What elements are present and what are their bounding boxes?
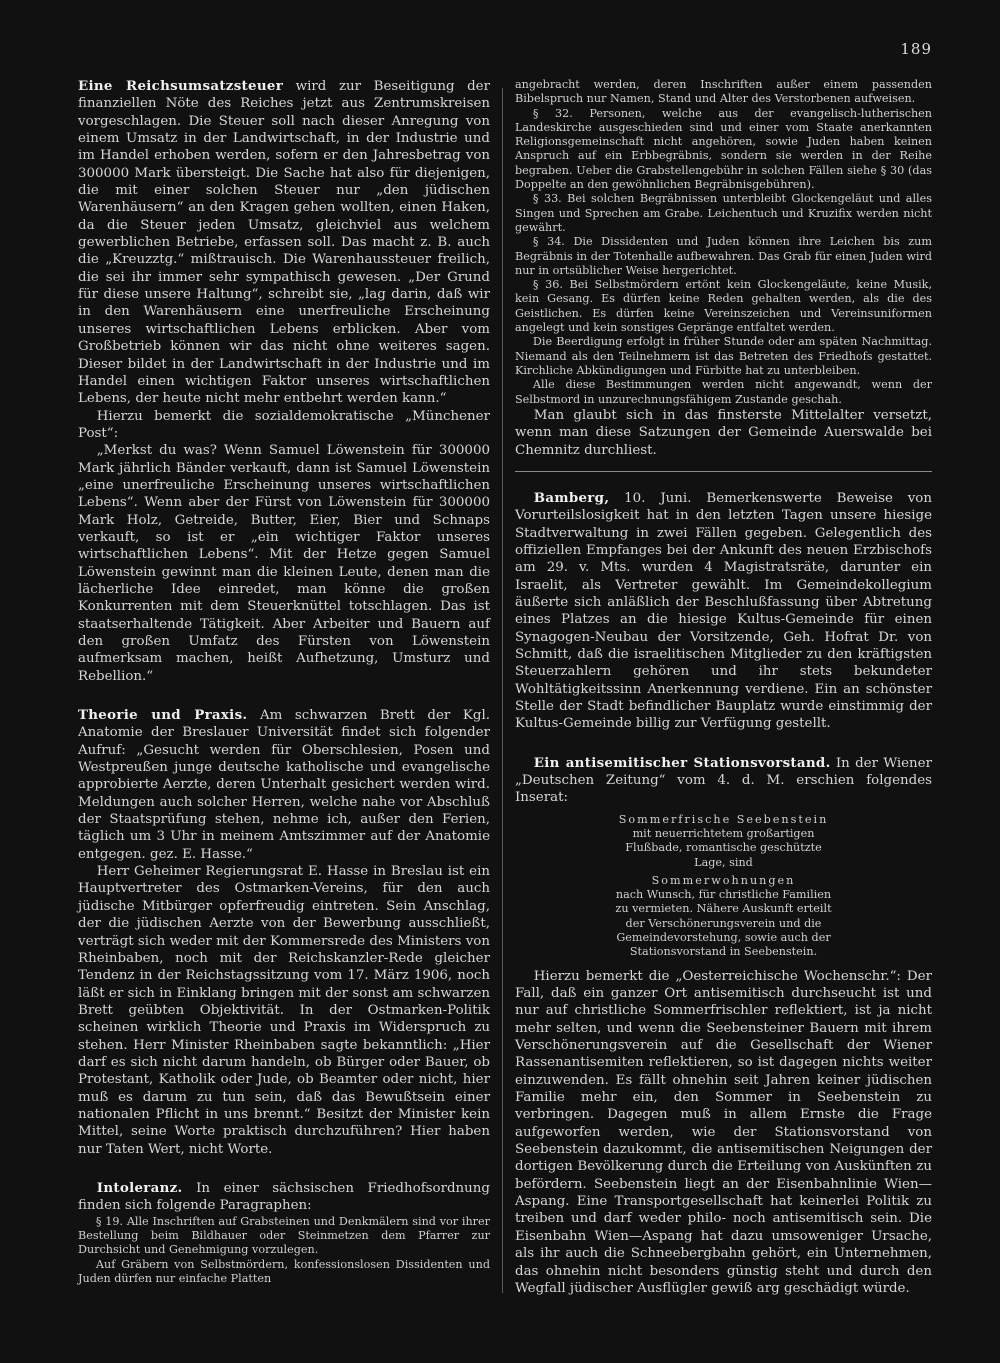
paragraph: Die Beerdigung erfolgt in früher Stunde oder am späten Nachmittag. Niemand als den Teilnehmern ist das Betreten des Friedhofs gestattet. Kirchliche Abkündigungen und Fürbitte hat zu unterbleiben. xyxy=(515,335,932,377)
ad-line: Sommerfrische Seebenstein xyxy=(618,812,829,826)
paragraph: angebracht werden, deren Inschriften außer einem passenden Bibelspruch nur Namen, Stand und Alter des Verstorbenen aufweisen. xyxy=(515,78,932,106)
left-column xyxy=(78,78,490,1286)
small-print-block xyxy=(78,1215,490,1286)
column-divider xyxy=(502,88,503,1293)
article-stationsvorstand: Ein antisemitischer Stationsvorstand. In der Wiener „Deutschen Zeitung“ vom 4. d. M. erschien folgendes Inserat: xyxy=(515,754,933,806)
paragraph: Alle diese Bestimmungen werden nicht angewandt, wenn der Selbstmord in unzurechnungsfähigem Zustande geschah. xyxy=(515,378,932,406)
paragraph: Herr Geheimer Regierungsrat E. Hasse in Breslau ist ein Hauptvertreter des Ostmarken-Vereins, für den auch jüdische Mitbürger opferfreudig eintreten. Sein Anschlag, der die jüdischen Aerzte von der Bewerbung ausschließt, verträgt sich weder mit der Kommersrede des Ministers von Rheinbaben, noch mit der Reichskanzler-Rede gleicher Tendenz in der Reichstagssitzung vom 17. März 1906, noch läßt er sich in Einklang bringen mit der sonst am schwarzen Brett geübten Objektivität. In der Ostmarken-Politik scheinen wirklich Theorie und Praxis im Widerspruch zu stehen. Herr Minister Rheinbaben sagte bekanntlich: „Hier darf es sich nicht darum handeln, ob Bürger oder Bauer, ob Protestant, Katholik oder Jude, ob Beamter oder nicht, hier muß es darum zu tun sein, daß das Bewußtsein einer nationalen Pflicht in uns brennt.“ Besitzt der Minister kein Mittel, seine Worte praktisch durchzuführen? Hier haben nur Taten Wert, nicht Worte. xyxy=(78,864,490,1157)
article-theorie-und-praxis: Theorie und Praxis. Am schwarzen Brett der Kgl. Anatomie der Breslauer Universität findet sich folgender Aufruf: „Gesucht werden für Oberschlesien, Posen und Westpreußen junge deutsche katholische und evangelische approbierte Aerzte, deren Unterhalt gesichert werden wird. Meldungen auch solcher Herren, welche nahe vor Abschluß der Staatsprüfung stehen, nehme ich, außer den Ferien, täglich um 3 Uhr in meinem Amtszimmer auf der Anatomie entgegen. gez. E. Hasse.“ xyxy=(78,707,490,862)
paragraph: Man glaubt sich in das finsterste Mittelalter versetzt, wenn man diese Satzungen der Gemeinde Auerswalde bei Chemnitz durchliest. xyxy=(515,407,932,458)
paragraph: Hierzu bemerkt die „Oesterreichische Wochenschr.“: Der Fall, daß ein ganzer Ort antisemitisch durchseucht ist und nur auf christliche Sommerfrischler reflektiert, ist ja nicht mehr selten, und wenn die Seebensteiner Bauern mit ihrem Verschönerungsverein auf die Gesellschaft der Wiener Rassenantisemiten reflektieren, so ist dagegen nichts weiter einzuwenden. Es fällt ohnehin seit Jahren keiner jüdischen Familie mehr ein, den Sommer in Seebenstein zu verbringen. Dagegen muß in allem Ernste die Frage aufgeworfen werden, wie der Stationsvorstand von Seebenstein dazukommt, die antisemitischen Neigungen der dortigen Bevölkerung durch die Erteilung von Auskünften zu befördern. Seebenstein liegt an der Eisenbahnlinie Wien—Aspang. Eine Transportgesellschaft hat keinerlei Politik zu treiben und darf weder philo- noch antisemitisch sein. Die Eisenbahn Wien—Aspang hat dazu umsoweniger Ursache, als ihr auch die Schneebergbahn gehört, ein Unternehmen, das ohnehin nicht besonders günstig steht und durch den Wegfall jüdischer Ausflügler gewiß arg geschädigt würde. xyxy=(515,968,932,1296)
paragraph-section-19: § 19. Alle Inschriften auf Grabsteinen und Denkmälern sind vor ihrer Bestellung beim Bildhauer oder Steinmetzen dem Pfarrer zur Durchsicht und Genehmigung vorzulegen. xyxy=(78,1214,490,1257)
paragraph-section-36: § 36. Bei Selbstmördern ertönt kein Glockengeläute, keine Musik, kein Gesang. Es dürfen keine Reden gehalten werden, als die des Geistlichen. Es dürfen keine Vereinszeichen und Vereinsuniformen angelegt und kein sonstiges Gepränge entfaltet werden. xyxy=(515,278,932,335)
section-rule xyxy=(515,471,932,472)
headline-theorie-und-praxis: Theorie und Praxis. xyxy=(78,707,248,724)
spacer xyxy=(78,1158,490,1180)
article-bamberg: Bamberg, 10. Juni. Bemerkenswerte Beweise von Vorurteilslosigkeit hat in den letzten Tagen unsere hiesige Stadtverwaltung in zwei Fällen gegeben. Gelegentlich des offiziellen Empfanges bei der Ankunft des neuen Erzbischofs am 29. v. Mts. wurden 4 Magistratsräte, darunter ein Israelit, als Vertreter gewählt. Im Gemeindekollegium äußerte sich anläßlich der Beschlußfassung über Abtretung eines Platzes an die hiesige Kultus-Gemeinde für einen Synagogen-Neubau der Vorsitzende, Geh. Hofrat Dr. von Schmitt, daß die israelitischen Mitglieder zu den kräftigsten Steuerzahlern gehören und ihr stets bekundeter Wohltätigkeitssinn Anerkennung verdiene. Ein an schönster Stelle der Stadt befindlicher Bauplatz wurde einstimmig der Kultus-Gemeinde billig zur Verfügung gestellt. xyxy=(515,489,932,732)
ad-line: nach Wunsch, für christliche Familien zu vermieten. Nähere Auskunft erteilt der Verschönerungsverein und die Gemeindevorstehung, sowie auch der Stationsvorstand in Seebenstein. xyxy=(615,888,832,959)
headline-stationsvorstand: Ein antisemitischer Stationsvorstand. xyxy=(533,754,831,771)
ad-line: Sommerwohnungen xyxy=(651,873,796,887)
paragraph-section-34: § 34. Die Dissidenten und Juden können ihre Leichen bis zum Begräbnis in der Totenhalle aufbewahren. Das Grab für einen Juden wird nur in ortsüblicher Weise hergerichtet. xyxy=(515,235,932,277)
paragraph-section-33: § 33. Bei solchen Begräbnissen unterbleibt Glockengeläut und alles Singen und Sprechen am Grabe. Leichentuch und Kruzifix werden nicht gewährt. xyxy=(515,192,932,234)
small-print-block xyxy=(515,78,932,407)
paragraph: Hierzu bemerkt die sozialdemokratische „Münchener Post“: xyxy=(78,408,490,441)
spacer xyxy=(515,733,932,755)
article-intoleranz: Intoleranz. In einer sächsischen Friedhofsordnung finden sich folgende Paragraphen: xyxy=(78,1179,491,1214)
headline-bamberg: Bamberg, xyxy=(533,489,610,506)
page-number: 189 xyxy=(900,40,932,58)
article-reichsumsatzsteuer: Eine Reichsumsatzsteuer wird zur Beseitigung der finanziellen Nöte des Reiches jetzt aus Zentrumskreisen vorgeschlagen. Die Steuer soll nach dieser Anregung von einem Umsatz in der Landwirtschaft, in der Industrie und im Handel erhoben werden, sofern er den Jahresbetrag von 300000 Mark übersteigt. Die Sache hat also für diejenigen, die mit einer solchen Steuer nur „den jüdischen Warenhäusern“ an den Kragen gehen wollten, einen Haken, da die Steuer jeden Umsatz, gleichviel aus welchem gewerblichen Betriebe, erfassen soll. Das macht z. B. auch die „Kreuzztg.“ mißtrauisch. Die Warenhaussteuer freilich, die sei ihr immer sehr sympathisch gewesen. „Der Grund für diese unsere Haltung“, schreibt sie, „lag darin, daß wir in den Warenhäusern eine unerfreuliche Erscheinung unseres wirtschaftlichen Lebens erblicken. Aber vom Großbetrieb können wir das nicht ohne weiteres sagen. Dieser bildet in der Landwirtschaft in der Industrie und im Handel einen wichtigen Faktor unseres wirtschaftlichen Lebens, der heute nicht mehr entbehrt werden kann.“ xyxy=(78,78,490,407)
spacer xyxy=(78,685,490,707)
advertisement-box xyxy=(515,813,932,960)
quote-paragraph: „Merkst du was? Wenn Samuel Löwenstein für 300000 Mark jährlich Bänder verkauft, dann ist Samuel Löwenstein „eine unerfreuliche Erscheinung unseres wirtschaftlichen Lebens“. Wenn aber der Fürst von Löwenstein für 300000 Mark Holz, Getreide, Butter, Eier, Bier und Schnaps verkauft, so ist er „ein wichtiger Faktor unseres wirtschaftlichen Lebens“. Mit der Hetze gegen Samuel Löwenstein gewinnt man die kleinen Leute, denen man die lächerliche Idee einredet, man könne die großen Konkurrenten mit dem Steuerknüttel totschlagen. Das ist staatserhaltende Tätigkeit. Aber Arbeiter und Bauern auf den großen Umfatz des Fürsten von Löwenstein aufmerksam machen, heißt Aufhetzung, Umsturz und Rebellion.“ xyxy=(78,443,490,684)
paragraph: Auf Gräbern von Selbstmördern, konfessionslosen Dissidenten und Juden dürfen nur einfache Platten xyxy=(78,1257,490,1285)
headline-reichsumsatzsteuer: Eine Reichsumsatzsteuer xyxy=(78,78,284,94)
paragraph-section-32: § 32. Personen, welche aus der evangelisch-lutherischen Landeskirche ausgeschieden sind und einer vom Staate anerkannten Religionsgemeinschaft nicht angehören, sowie Juden haben keinen Anspruch auf ein Erbbegräbnis, sondern sie werden in der Reihe begraben. Ueber die Grabstellengebühr in solchen Fällen siehe § 30 (das Doppelte an den gewöhnlichen Begräbnisgebühren). xyxy=(515,106,932,192)
headline-intoleranz: Intoleranz. xyxy=(96,1179,183,1196)
right-column xyxy=(515,78,932,1297)
ad-line: mit neuerrichtetem großartigen Flußbade, romantische geschützte Lage, sind xyxy=(625,827,822,869)
